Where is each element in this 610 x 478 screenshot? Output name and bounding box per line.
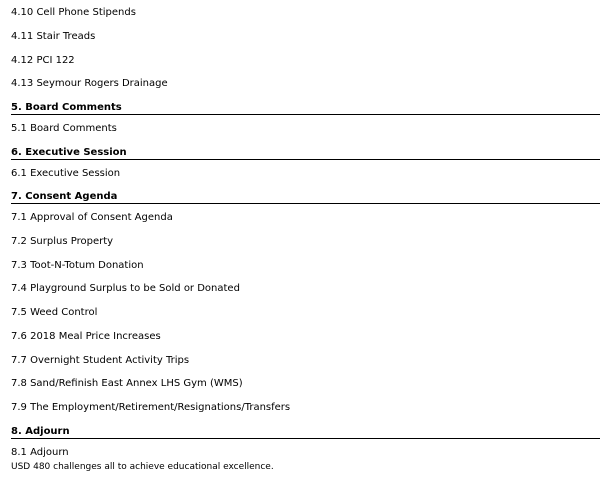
section-divider bbox=[11, 114, 600, 115]
agenda-item-7-2: 7.2 Surplus Property bbox=[11, 236, 114, 247]
section-heading-executive-session: 6. Executive Session bbox=[11, 147, 127, 158]
agenda-item-4-12: 4.12 PCI 122 bbox=[11, 55, 75, 66]
agenda-item-7-3: 7.3 Toot-N-Totum Donation bbox=[11, 260, 144, 271]
agenda-item-8-1: 8.1 Adjourn bbox=[11, 447, 69, 458]
agenda-item-7-8: 7.8 Sand/Refinish East Annex LHS Gym (WMS) bbox=[11, 378, 243, 389]
section-divider bbox=[11, 438, 600, 439]
agenda-item-7-5: 7.5 Weed Control bbox=[11, 307, 98, 318]
footer-motto: USD 480 challenges all to achieve educational excellence. bbox=[11, 462, 274, 472]
section-divider bbox=[11, 159, 600, 160]
section-heading-adjourn: 8. Adjourn bbox=[11, 426, 70, 437]
section-heading-consent-agenda: 7. Consent Agenda bbox=[11, 191, 118, 202]
agenda-item-7-7: 7.7 Overnight Student Activity Trips bbox=[11, 355, 190, 366]
agenda-item-5-1: 5.1 Board Comments bbox=[11, 123, 117, 134]
section-divider bbox=[11, 203, 600, 204]
agenda-item-7-4: 7.4 Playground Surplus to be Sold or Donated bbox=[11, 283, 240, 294]
agenda-item-4-11: 4.11 Stair Treads bbox=[11, 31, 96, 42]
agenda-item-6-1: 6.1 Executive Session bbox=[11, 168, 121, 179]
agenda-item-7-6: 7.6 2018 Meal Price Increases bbox=[11, 331, 161, 342]
agenda-item-4-13: 4.13 Seymour Rogers Drainage bbox=[11, 78, 168, 89]
agenda-item-7-9: 7.9 The Employment/Retirement/Resignations/Transfers bbox=[11, 402, 291, 413]
agenda-item-7-1: 7.1 Approval of Consent Agenda bbox=[11, 212, 173, 223]
agenda-item-4-10: 4.10 Cell Phone Stipends bbox=[11, 7, 136, 18]
section-heading-board-comments: 5. Board Comments bbox=[11, 102, 122, 113]
